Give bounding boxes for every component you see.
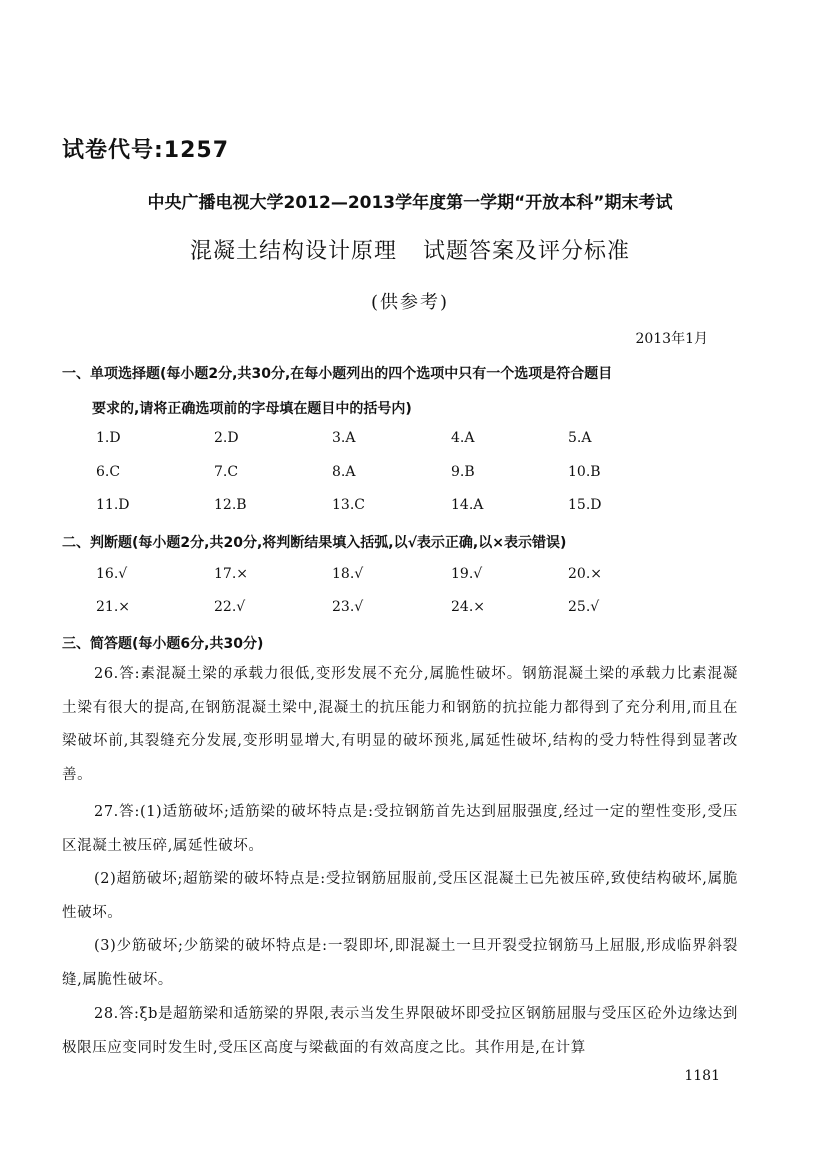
page-number: 1181: [684, 1068, 720, 1084]
section1-heading: 一、单项选择题(每小题2分,共30分,在每小题列出的四个选项中只有一个选项是符合题目: [62, 366, 613, 382]
answer-item: 19.√: [451, 566, 483, 582]
answer-item: 23.√: [332, 599, 364, 615]
answer-item: 9.B: [451, 464, 475, 480]
answer-item: 1.D: [96, 430, 121, 446]
answer-row: [96, 497, 716, 517]
section1-heading-cont: 要求的,请将正确选项前的字母填在题目中的括号内): [92, 401, 412, 417]
exam-title: 中央广播电视大学2012—2013学年度第一学期“开放本科”期末考试: [147, 193, 673, 213]
paper-code: 试卷代号:1257: [62, 138, 230, 163]
answer-item: 7.C: [214, 464, 239, 480]
answer-item: 3.A: [332, 430, 356, 446]
title-line: [0, 234, 820, 265]
answer-item: 14.A: [451, 497, 484, 513]
answer-row: [96, 430, 716, 450]
answer-item: 18.√: [332, 566, 364, 582]
answer-row: [96, 599, 716, 619]
answer-item: 11.D: [96, 497, 130, 513]
answer-item: 20.×: [568, 566, 602, 582]
answer-row: [96, 566, 716, 586]
answer-item: 5.A: [568, 430, 592, 446]
answer-item: 12.B: [214, 497, 247, 513]
answer-item: 13.C: [332, 497, 365, 513]
answer-item: 17.×: [214, 566, 248, 582]
answer-item: 15.D: [568, 497, 602, 513]
answer-item: 4.A: [451, 430, 475, 446]
answer-item: 10.B: [568, 464, 601, 480]
answer-item: 24.×: [451, 599, 485, 615]
answer-item: 6.C: [96, 464, 121, 480]
answer-item: 25.√: [568, 599, 600, 615]
answer-paragraph: 27.答:(1)适筋破坏;适筋梁的破坏特点是:受拉钢筋首先达到屈服强度,经过一定的塑性变形,受压区混凝土被压碎,属延性破坏。: [62, 804, 738, 854]
doc-title: 试题答案及评分标准: [423, 239, 631, 264]
answer-paragraph: 26.答:素混凝土梁的承载力很低,变形发展不充分,属脆性破坏。钢筋混凝土梁的承载力比素混凝土梁有很大的提高,在钢筋混凝土梁中,混凝土的抗压能力和钢筋的抗拉能力都得到了充分利用,而且在梁破坏前,其裂缝充分发展,变形明显增大,有明显的破坏预兆,属延性破坏,结构的受力特性得到显著改善。: [62, 666, 738, 783]
section3-heading: 三、简答题(每小题6分,共30分): [62, 636, 264, 652]
exam-date: 2013年1月: [635, 331, 708, 347]
answer-item: 8.A: [332, 464, 356, 480]
answer-item: 21.×: [96, 599, 130, 615]
answer-paragraph: 28.答:ξb是超筋梁和适筋梁的界限,表示当发生界限破坏即受拉区钢筋屈服与受压区砼外边缘达到极限压应变同时发生时,受压区高度与梁截面的有效高度之比。其作用是,在计算: [62, 1006, 738, 1056]
answer-item: 22.√: [214, 599, 246, 615]
answer-paragraph: (3)少筋破坏;少筋梁的破坏特点是:一裂即坏,即混凝土一旦开裂受拉钢筋马上屈服,形成临界斜裂缝,属脆性破坏。: [62, 938, 738, 988]
answer-item: 2.D: [214, 430, 239, 446]
reference-note: (供参考): [370, 292, 450, 313]
section2-heading: 二、判断题(每小题2分,共20分,将判断结果填入括弧,以√表示正确,以×表示错误): [62, 535, 567, 551]
answer-row: [96, 464, 716, 484]
answer-item: 16.√: [96, 566, 128, 582]
course-title: 混凝土结构设计原理: [189, 239, 397, 264]
answer-paragraph: (2)超筋破坏;超筋梁的破坏特点是:受拉钢筋屈服前,受压区混凝土已先被压碎,致使结构破坏,属脆性破坏。: [62, 871, 738, 921]
